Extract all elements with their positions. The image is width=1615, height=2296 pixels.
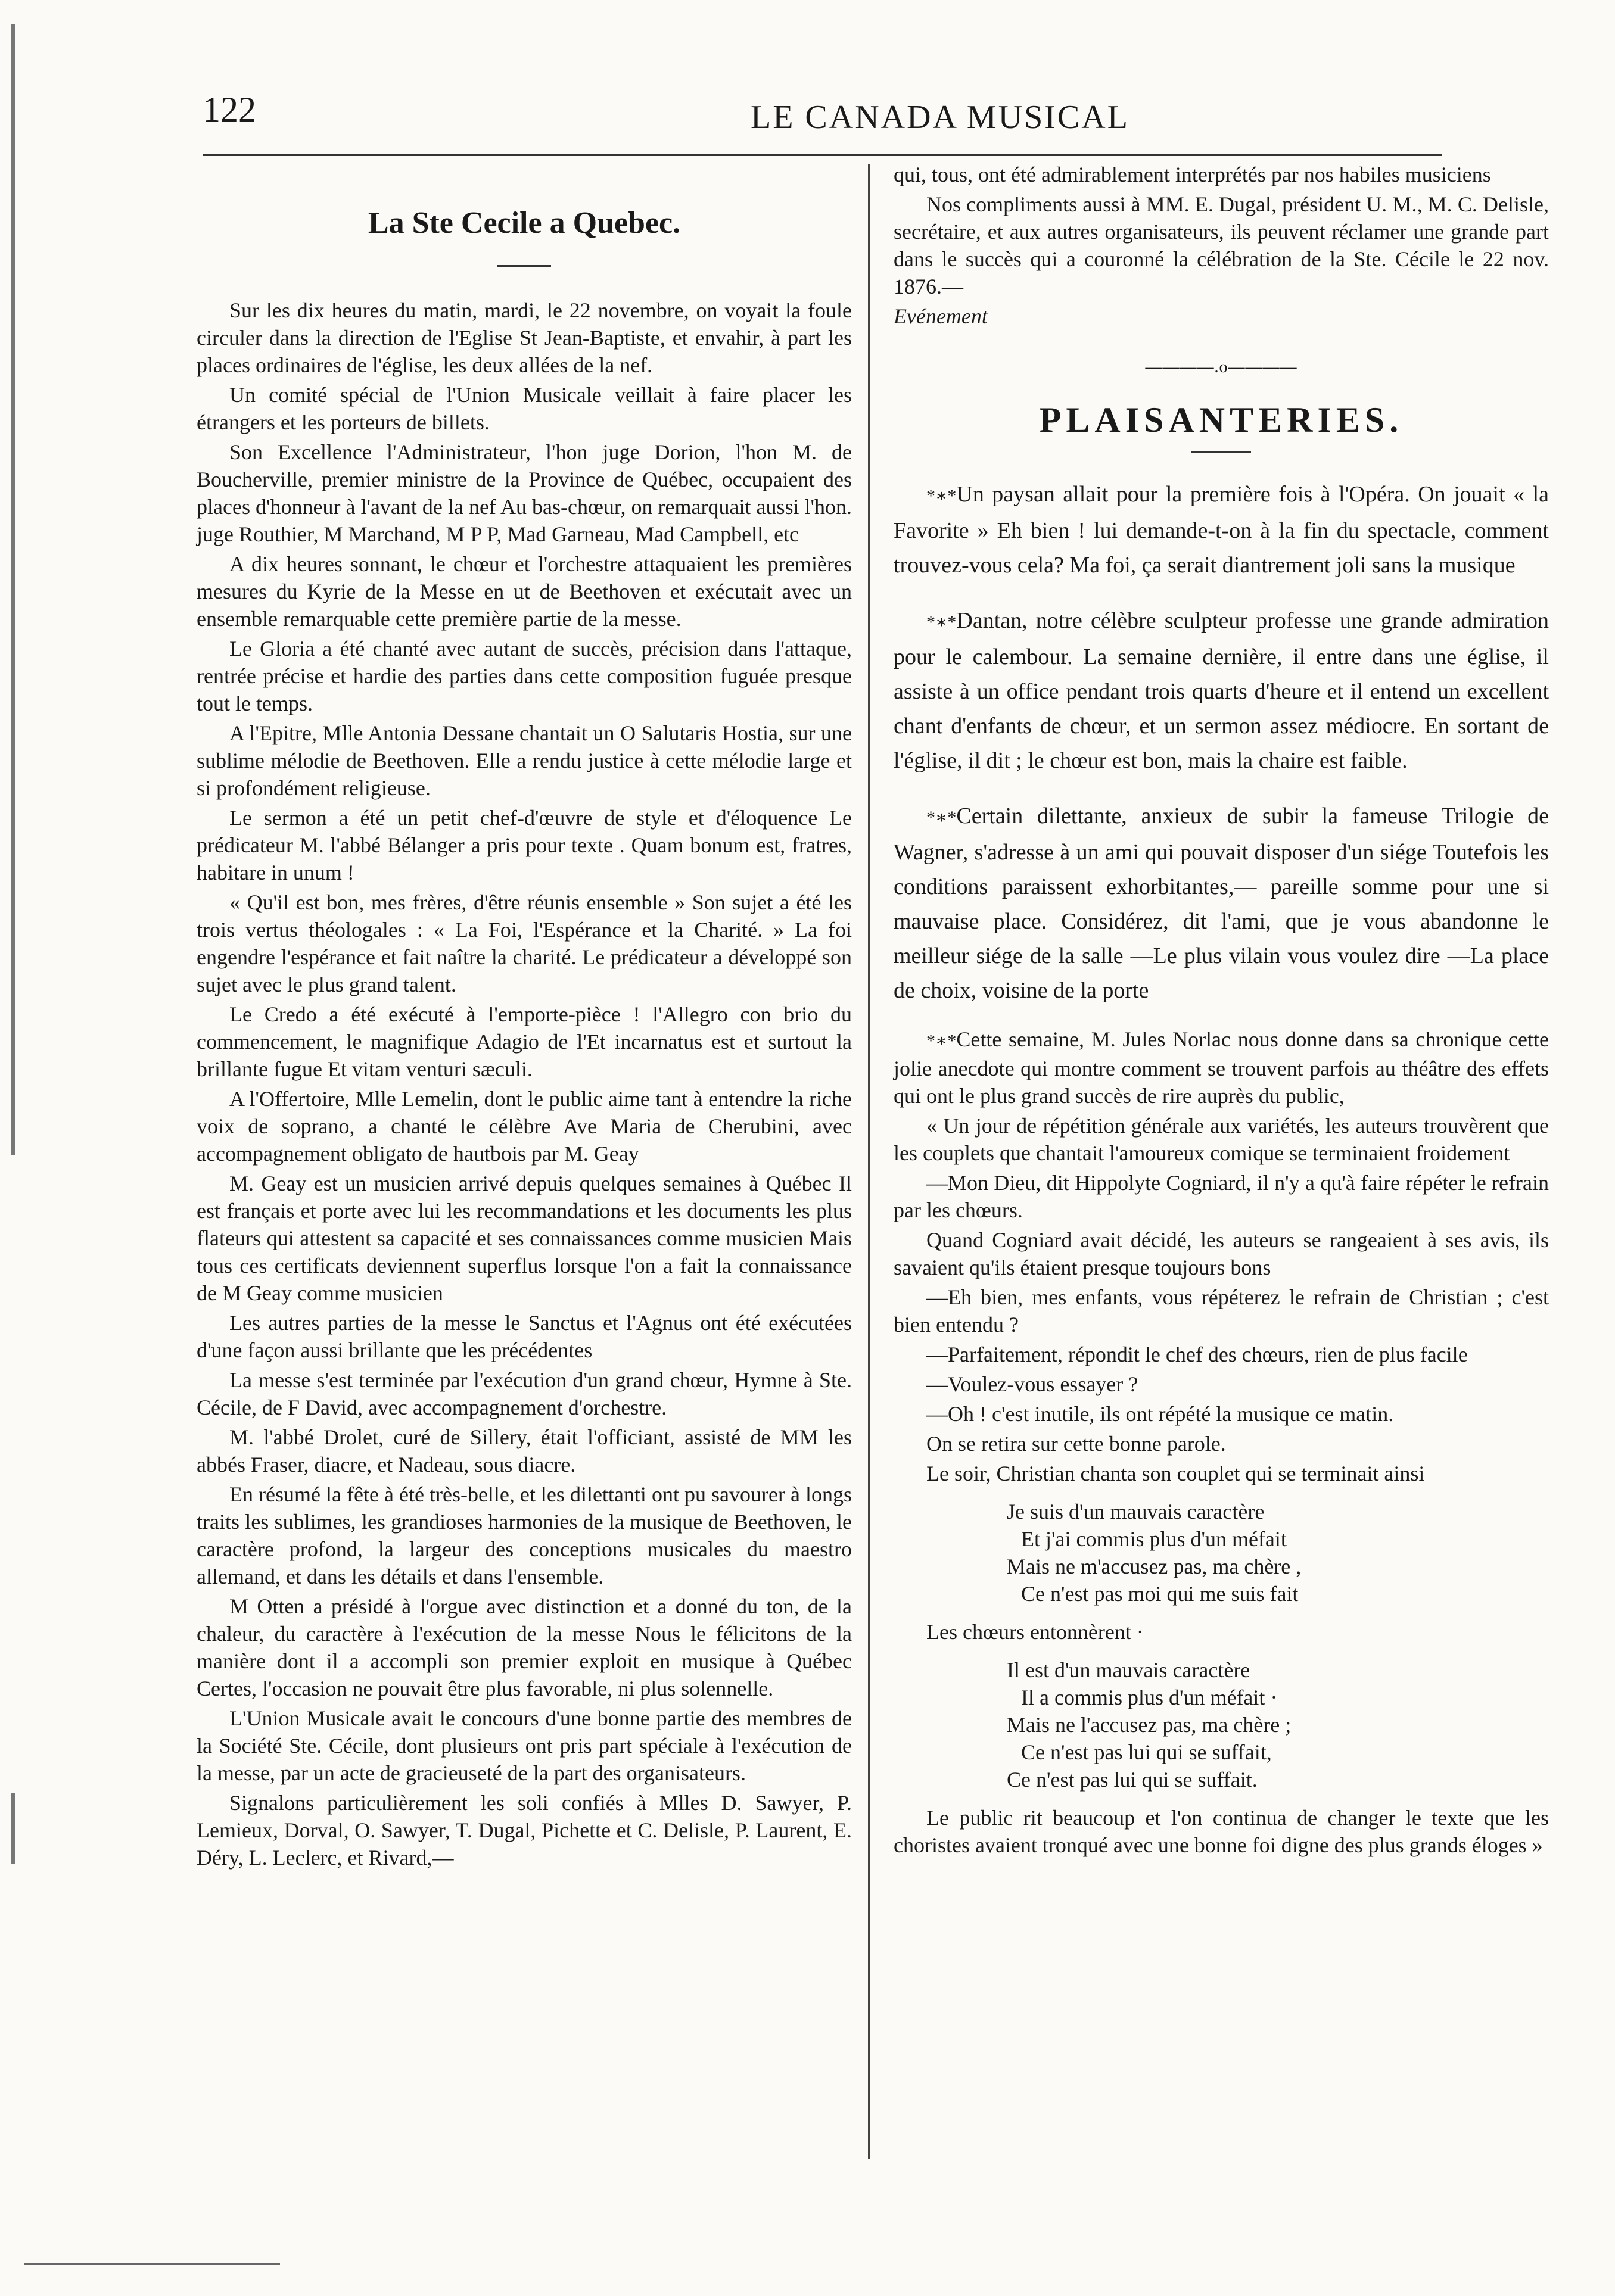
paragraph: Le Gloria a été chanté avec autant de succès, précision dans l'attaque, rentrée précise et hardie des parties dans cette composition fuguée presque tout le temps. — [197, 637, 852, 715]
paragraph: M Otten a présidé à l'orgue avec distinction et a donné du ton, de la chaleur, du caractère à l'exécution de la messe Nous le félicitons de la manière dont il a accompli son premier exploit en musique à Québec Certes, l'occasion ne pouvait être plus favorable, ni plus solennelle. — [197, 1594, 852, 1700]
paragraph: Signalons particulièrement les soli confiés à Mlles D. Sawyer, P. Lemieux, Dorval, O. Sawyer, T. Dugal, Pichette et C. Delisle, P. Laurent, E. Déry, L. Leclerc, et Rivard,— — [197, 1791, 852, 1870]
anecdote-line: —Mon Dieu, dit Hippolyte Cogniard, il n'y a qu'à faire répéter le refrain par les chœurs. — [894, 1171, 1549, 1222]
verse-line: Il est d'un mauvais caractère — [1007, 1658, 1250, 1682]
anecdote-line: —Voulez-vous essayer ? — [926, 1372, 1138, 1396]
anecdote-line: « Un jour de répétition générale aux variétés, les auteurs trouvèrent que les couplets que chantait l'amoureux comique se terminaient froidement — [894, 1114, 1549, 1165]
anecdote-ending: Le public rit beaucoup et l'on continua de changer le texte que les choristes avaient tronqué avec une bonne foi digne des plus grands éloges » — [894, 1806, 1549, 1857]
binding-mark — [11, 24, 15, 1155]
right-column — [894, 161, 1549, 1861]
joke-text: Certain dilettante, anxieux de subir la fameuse Trilogie de Wagner, s'adresse à un ami qui pouvait disposer d'un siége Toutefois les conditions paraissent exhorbitantes,— pareille somme pour une si mauvaise place. Considérez, dit l'ami, que je vous abandonne le meilleur siége de la salle —Le plus vilain vous voulez dire —La place de choix, voisine de la porte — [894, 803, 1549, 1003]
column-rule — [868, 164, 870, 2159]
paragraph: A l'Offertoire, Mlle Lemelin, dont le public aime tant à entendre la riche voix de soprano, a chanté le célèbre Ave Maria de Cherubini, avec accompagnement obligato de hautbois par M. Geay — [197, 1087, 852, 1166]
asterism-icon: *∗* — [926, 1031, 957, 1051]
paragraph: Le sermon a été un petit chef-d'œuvre de style et d'éloquence Le prédicateur M. l'abbé Bélanger a pris pour texte . Quam bonum est, fratres, habitare in unum ! — [197, 806, 852, 884]
title-rule — [497, 265, 551, 267]
anecdote-line: On se retira sur cette bonne parole. — [926, 1432, 1226, 1456]
joke-text: Dantan, notre célèbre sculpteur professe une grande admiration pour le calembour. La semaine dernière, il entre dans une église, il assiste à un office pendant trois quarts d'heure et il entend un excellent chant d'enfants de chœur, et un sermon assez médiocre. En sortant de l'église, il dit ; le chœur est bon, mais la chaire est faible. — [894, 608, 1549, 773]
paragraph: Le Credo a été exécuté à l'emporte-pièce ! l'Allegro con brio du commencement, le magnifique Adagio de l'Et incarnatus est et surtout la brillante fugue Et vitam venturi sæculi. — [197, 1002, 852, 1081]
anecdote-line: Quand Cogniard avait décidé, les auteurs se rangeaient à ses avis, ils savaient qu'ils étaient presque toujours bons — [894, 1228, 1549, 1279]
running-title: LE CANADA MUSICAL — [751, 99, 1129, 136]
anecdote — [894, 1026, 1549, 1859]
section-separator: ————.o———— — [1145, 358, 1297, 376]
section-title: PLAISANTERIES. — [1039, 400, 1404, 440]
paragraph: Les autres parties de la messe le Sanctus et l'Agnus ont été exécutées d'une façon aussi brillante que les précédentes — [197, 1311, 852, 1362]
paragraph: A dix heures sonnant, le chœur et l'orchestre attaquaient les premières mesures du Kyrie de la Messe en ut de Beethoven et exécutait avec un ensemble remarquable cette première partie de la messe. — [197, 552, 852, 631]
header-rule — [203, 154, 1442, 156]
paragraph: « Qu'il est bon, mes frères, d'être réunis ensemble » Son sujet a été les trois vertus théologales : « La Foi, l'Espérance et la Charité. » La foi engendre l'espérance et fait naître la charité. Le prédicateur a développé son sujet avec le plus grand talent. — [197, 890, 852, 996]
verse-line: Je suis d'un mauvais caractère — [1007, 1500, 1265, 1524]
verse-line: Ce n'est pas moi qui me suis fait — [1021, 1582, 1299, 1606]
paragraph: M. l'abbé Drolet, curé de Sillery, était l'officiant, assisté de MM les abbés Fraser, diacre, et Nadeau, sous diacre. — [197, 1425, 852, 1476]
joke-item — [894, 799, 1549, 1008]
article-title: La Ste Cecile a Quebec. — [368, 206, 681, 240]
anecdote-line: —Oh ! c'est inutile, ils ont répété la musique ce matin. — [926, 1402, 1394, 1426]
anecdote-line: —Parfaitement, répondit le chef des chœurs, rien de plus facile — [926, 1342, 1468, 1366]
page-number: 122 — [203, 90, 256, 129]
anecdote-intro: Cette semaine, M. Jules Norlac nous donne dans sa chronique cette jolie anecdote qui montre comment se trouvent parfois au théâtre des effets qui ont le plus grand succès de rire auprès du public, — [894, 1027, 1549, 1108]
verse-stanza — [1007, 1656, 1549, 1793]
joke-text: Un paysan allait pour la première fois à l'Opéra. On jouait « la Favorite » Eh bien ! lui demande-t-on à la fin du spectacle, comment trouvez-vous cela? Ma foi, ça serait diantrement joli sans la musique — [894, 482, 1549, 578]
paragraph: Son Excellence l'Administrateur, l'hon juge Dorion, l'hon M. de Boucherville, premier ministre de la Province de Québec, occupaient des places d'honneur à l'avant de la nef Au bas-chœur, on remarquait aussi l'hon. juge Routhier, M Marchand, M P P, Mad Garneau, Mad Campbell, etc — [197, 440, 852, 546]
joke-item — [894, 603, 1549, 778]
choir-intro: Les chœurs entonnèrent · — [926, 1620, 1144, 1644]
section-rule — [1191, 451, 1251, 453]
paragraph: A l'Epitre, Mlle Antonia Dessane chantait un O Salutaris Hostia, sur une sublime mélodie de Beethoven. Elle a rendu justice à cette mélodie large et si profondément religieuse. — [197, 721, 852, 800]
continued-paragraph: qui, tous, ont été admirablement interprétés par nos habiles musiciens — [894, 163, 1491, 186]
asterism-icon: *∗* — [926, 486, 957, 506]
paragraph: M. Geay est un musicien arrivé depuis quelques semaines à Québec Il est français et porte avec lui les recommandations et les documents les plus flateurs qui attestent sa capacité et ses connaissances comme musicien Mais tous ces certificats deviennent superflus lorsque l'on a fait la connaissance de M Geay comme musicien — [197, 1172, 852, 1305]
asterism-icon: *∗* — [926, 808, 957, 827]
paragraph: L'Union Musicale avait le concours d'une bonne partie des membres de la Société Ste. Cécile, dont plusieurs ont pris part spéciale à l'exécution de la messe, par un acte de gracieuseté de la part des organisateurs. — [197, 1706, 852, 1785]
paragraph: La messe s'est terminée par l'exécution d'un grand chœur, Hymne à Ste. Cécile, de F David, avec accompagnement d'orchestre. — [197, 1368, 852, 1419]
left-column — [197, 161, 852, 1874]
paragraph: En résumé la fête à été très-belle, et les dilettanti ont pu savourer à longs traits les sublimes, les grandioses harmonies de la musique de Beethoven, le caractère profond, la largeur des conceptions musicales du maestro allemand, et dans les détails et dans l'ensemble. — [197, 1482, 852, 1588]
paragraph: Un comité spécial de l'Union Musicale veillait à faire placer les étrangers et les porteurs de billets. — [197, 383, 852, 434]
verse-line: Mais ne m'accusez pas, ma chère , — [1007, 1554, 1302, 1578]
binding-mark — [11, 1793, 15, 1864]
asterism-icon: *∗* — [926, 612, 957, 632]
anecdote-line: Le soir, Christian chanta son couplet qui se terminait ainsi — [926, 1462, 1425, 1485]
verse-line: Ce n'est pas lui qui se suffait. — [1007, 1768, 1258, 1792]
compliments-paragraph: Nos compliments aussi à MM. E. Dugal, président U. M., M. C. Delisle, secrétaire, et aux autres organisateurs, ils peuvent réclamer une grande part dans le succès qui a couronné la célébration de la Ste. Cécile le 22 nov. 1876.— — [894, 192, 1549, 298]
bottom-rule — [24, 2263, 280, 2265]
paragraph: Sur les dix heures du matin, mardi, le 22 novembre, on voyait la foule circuler dans la direction de l'Eglise St Jean-Baptiste, et envahir, à part les places ordinaires de l'église, les deux allées de la nef. — [197, 298, 852, 377]
verse-line: Ce n'est pas lui qui se suffait, — [1021, 1740, 1272, 1764]
verse-line: Mais ne l'accusez pas, ma chère ; — [1007, 1713, 1292, 1737]
anecdote-line: —Eh bien, mes enfants, vous répéterez le refrain de Christian ; c'est bien entendu ? — [894, 1285, 1549, 1337]
verse-line: Il a commis plus d'un méfait · — [1021, 1686, 1278, 1709]
joke-item — [894, 477, 1549, 582]
verse-line: Et j'ai commis plus d'un méfait — [1021, 1527, 1287, 1551]
source-credit: Evénement — [894, 304, 988, 328]
verse-stanza — [1007, 1498, 1549, 1607]
